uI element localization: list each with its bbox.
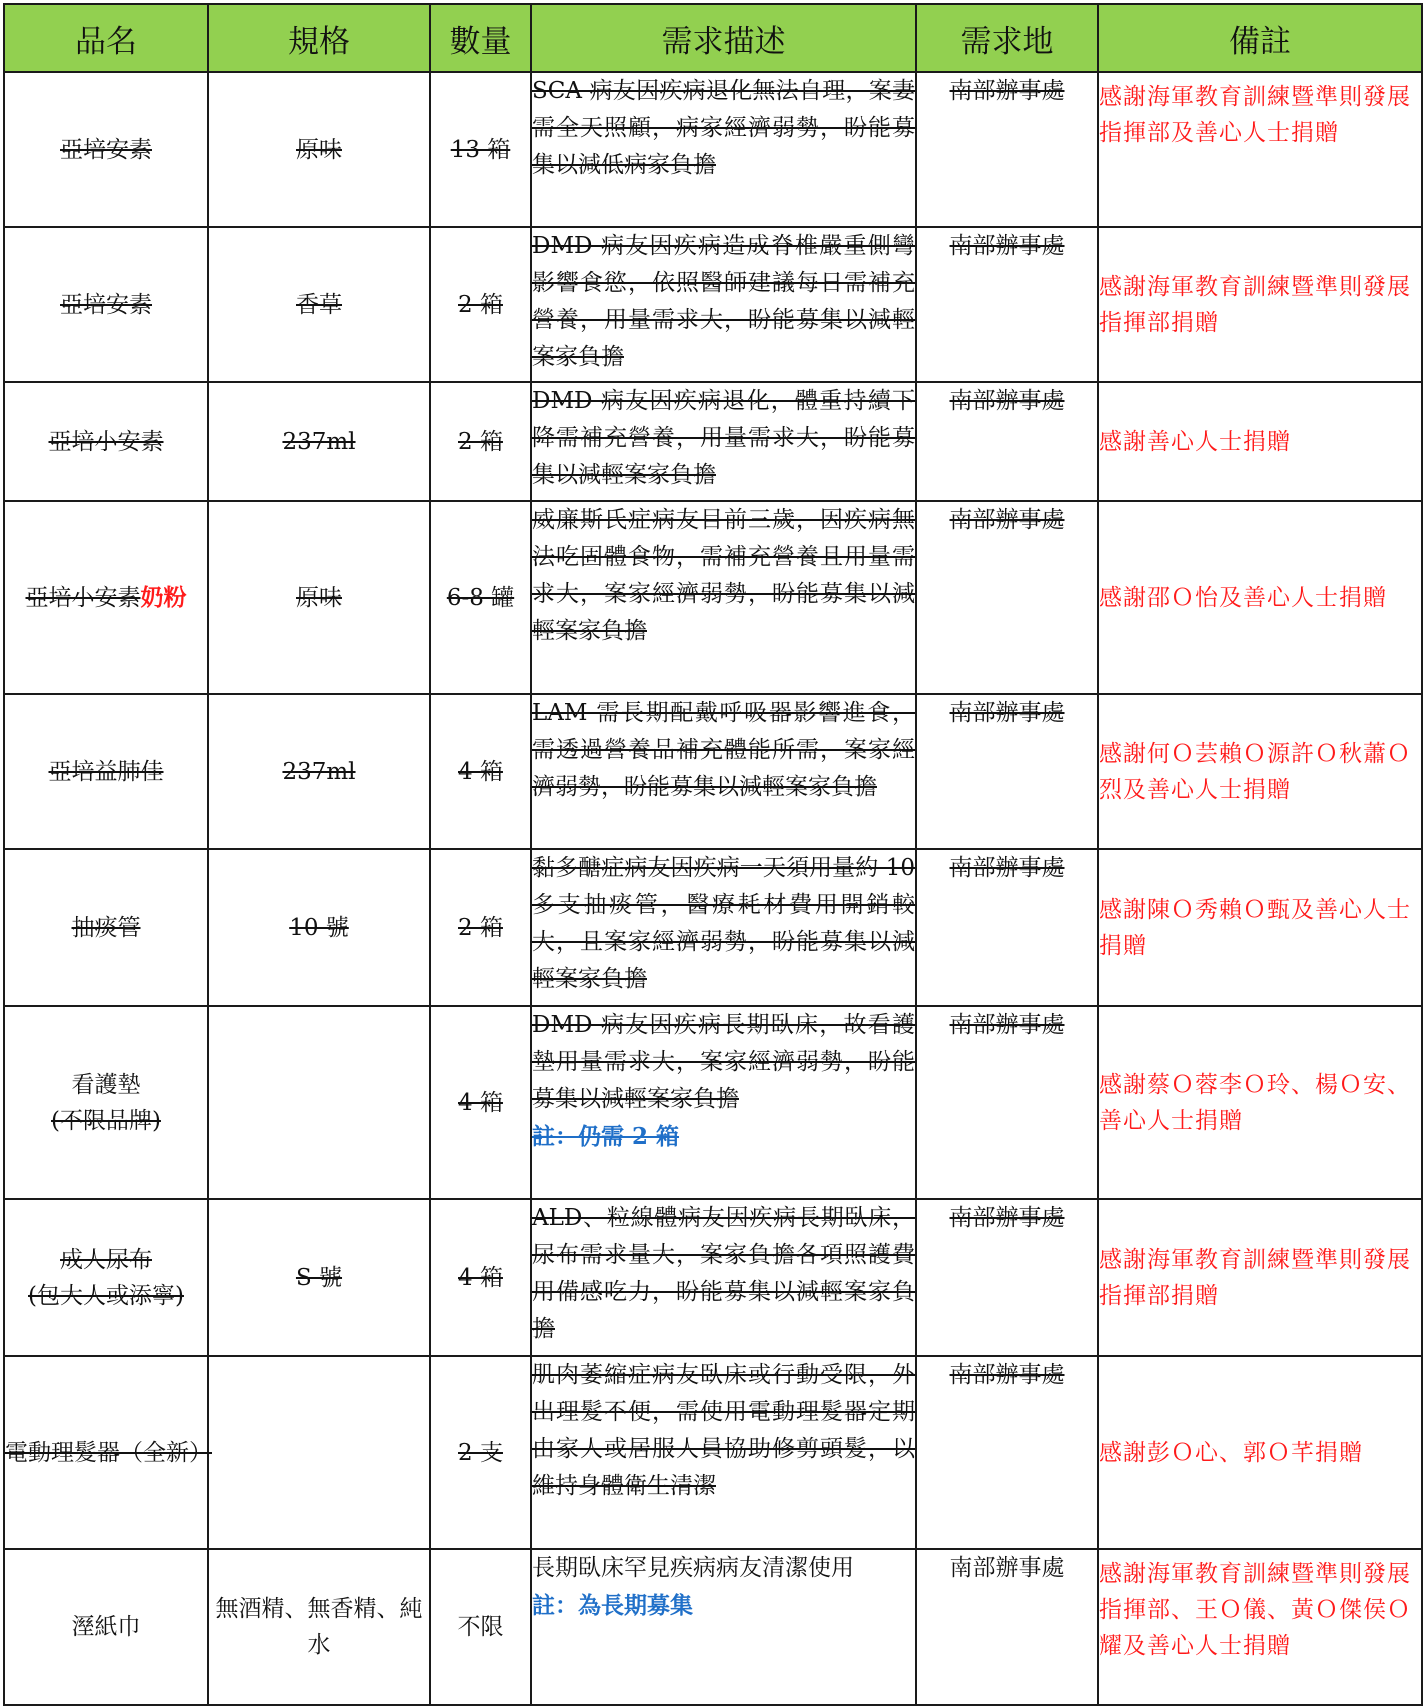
item-name-line2: (不限品牌) (51, 1107, 161, 1134)
item-place: 南部辦事處 (916, 382, 1098, 501)
item-qty: 2 箱 (430, 849, 531, 1006)
table-row (4, 382, 1422, 501)
item-name-cell (4, 501, 208, 694)
item-name-extra: 奶粉 (140, 583, 187, 611)
item-remark: 感謝海軍教育訓練暨準則發展指揮部、王Ｏ儀、黃Ｏ傑侯Ｏ耀及善心人士捐贈 (1098, 1549, 1422, 1705)
header-desc: 需求描述 (531, 4, 916, 72)
item-place: 南部辦事處 (916, 1549, 1098, 1705)
item-spec: 香草 (208, 227, 430, 382)
item-name: 亞培小安素 (25, 584, 141, 611)
item-spec: 原味 (208, 501, 430, 694)
item-spec: 237ml (208, 694, 430, 849)
header-spec: 規格 (208, 4, 430, 72)
item-place: 南部辦事處 (916, 72, 1098, 227)
header-remark: 備註 (1098, 4, 1422, 72)
item-note: 註：仍需 2 箱 (532, 1123, 680, 1150)
item-spec (208, 1006, 430, 1199)
table-row (4, 501, 1422, 694)
item-name-cell (4, 1199, 208, 1356)
item-note: 註：為長期募集 (532, 1592, 693, 1619)
item-qty: 4 箱 (430, 694, 531, 849)
item-desc: 黏多醣症病友因疾病一天須用量約 10 多支抽痰管，醫療耗材費用開銷較大，且案家經濟弱勢，盼能募集以減輕案家負擔 (531, 849, 916, 1006)
item-remark: 感謝何Ｏ芸賴Ｏ源許Ｏ秋蕭Ｏ烈及善心人士捐贈 (1098, 694, 1422, 849)
table-row (4, 694, 1422, 849)
table-row (4, 1356, 1422, 1549)
header-name: 品名 (4, 4, 208, 72)
item-place: 南部辦事處 (916, 227, 1098, 382)
item-remark: 感謝海軍教育訓練暨準則發展指揮部及善心人士捐贈 (1098, 72, 1422, 227)
item-qty: 2 箱 (430, 227, 531, 382)
item-qty: 4 箱 (430, 1199, 531, 1356)
item-remark: 感謝海軍教育訓練暨準則發展指揮部捐贈 (1098, 1199, 1422, 1356)
item-name: 亞培益肺佳 (4, 694, 208, 849)
item-qty: 4 箱 (430, 1006, 531, 1199)
item-remark: 感謝陳Ｏ秀賴Ｏ甄及善心人士捐贈 (1098, 849, 1422, 1006)
item-spec: 原味 (208, 72, 430, 227)
item-desc: LAM 需長期配戴呼吸器影響進食，需透過營養品補充體能所需，案家經濟弱勢，盼能募集以減輕案家負擔 (531, 694, 916, 849)
item-remark: 感謝蔡Ｏ蓉李Ｏ玲、楊Ｏ安、善心人士捐贈 (1098, 1006, 1422, 1199)
item-place: 南部辦事處 (916, 1356, 1098, 1549)
header-row (4, 4, 1422, 72)
item-desc: SCA 病友因疾病退化無法自理，案妻需全天照顧，病家經濟弱勢，盼能募集以減低病家負擔 (531, 72, 916, 227)
item-remark: 感謝彭Ｏ心、郭Ｏ芊捐贈 (1098, 1356, 1422, 1549)
item-spec (208, 1356, 430, 1549)
item-name: 亞培安素 (4, 227, 208, 382)
item-name: 成人尿布 (60, 1246, 152, 1273)
item-remark: 感謝海軍教育訓練暨準則發展指揮部捐贈 (1098, 227, 1422, 382)
item-desc-cell (531, 1549, 916, 1705)
item-desc: DMD 病友因疾病造成脊椎嚴重側彎影響食慾，依照醫師建議每日需補充營養，用量需求大，盼能募集以減輕案家負擔 (531, 227, 916, 382)
item-qty: 6-8 罐 (430, 501, 531, 694)
item-name: 看護墊 (71, 1071, 141, 1098)
table-row (4, 1549, 1422, 1705)
item-name: 亞培小安素 (4, 382, 208, 501)
item-desc-cell (531, 1006, 916, 1199)
item-name-line2: (包大人或添寧) (28, 1282, 184, 1309)
donation-needs-table (3, 3, 1423, 1706)
item-place: 南部辦事處 (916, 1199, 1098, 1356)
table-row (4, 1006, 1422, 1199)
item-name-cell (4, 1006, 208, 1199)
item-desc: ALD、粒線體病友因疾病長期臥床，尿布需求量大，案家負擔各項照護費用備感吃力，盼能募集以減輕案家負擔 (531, 1199, 916, 1356)
item-qty: 2 支 (430, 1356, 531, 1549)
item-remark: 感謝邵Ｏ怡及善心人士捐贈 (1098, 501, 1422, 694)
item-qty: 不限 (430, 1549, 531, 1705)
item-place: 南部辦事處 (916, 694, 1098, 849)
item-spec: S 號 (208, 1199, 430, 1356)
item-spec: 10 號 (208, 849, 430, 1006)
item-remark: 感謝善心人士捐贈 (1098, 382, 1422, 501)
item-name: 亞培安素 (4, 72, 208, 227)
item-desc: 長期臥床罕見疾病病友清潔使用 (532, 1555, 854, 1581)
item-desc: 肌肉萎縮症病友臥床或行動受限，外出理髮不便，需使用電動理髮器定期由家人或居服人員協助修剪頭髮，以維持身體衛生清潔 (531, 1356, 916, 1549)
item-desc: DMD 病友因疾病退化，體重持續下降需補充營養，用量需求大，盼能募集以減輕案家負擔 (531, 382, 916, 501)
item-name: 抽痰管 (4, 849, 208, 1006)
table-row (4, 1199, 1422, 1356)
item-name: 溼紙巾 (4, 1549, 208, 1705)
item-spec: 237ml (208, 382, 430, 501)
header-place: 需求地 (916, 4, 1098, 72)
item-name: 電動理髮器（全新） (4, 1356, 208, 1549)
item-place: 南部辦事處 (916, 501, 1098, 694)
item-place: 南部辦事處 (916, 849, 1098, 1006)
item-spec: 無酒精、無香精、純水 (208, 1549, 430, 1705)
item-qty: 13 箱 (430, 72, 531, 227)
item-qty: 2 箱 (430, 382, 531, 501)
item-desc: 威廉斯氏症病友目前三歲，因疾病無法吃固體食物，需補充營養且用量需求大，案家經濟弱勢，盼能募集以減輕案家負擔 (531, 501, 916, 694)
table-row (4, 72, 1422, 227)
table-row (4, 849, 1422, 1006)
item-desc: DMD 病友因疾病長期臥床，故看護墊用量需求大，案家經濟弱勢，盼能募集以減輕案家負擔 (532, 1012, 915, 1112)
header-qty: 數量 (430, 4, 531, 72)
item-place: 南部辦事處 (916, 1006, 1098, 1199)
table-row (4, 227, 1422, 382)
